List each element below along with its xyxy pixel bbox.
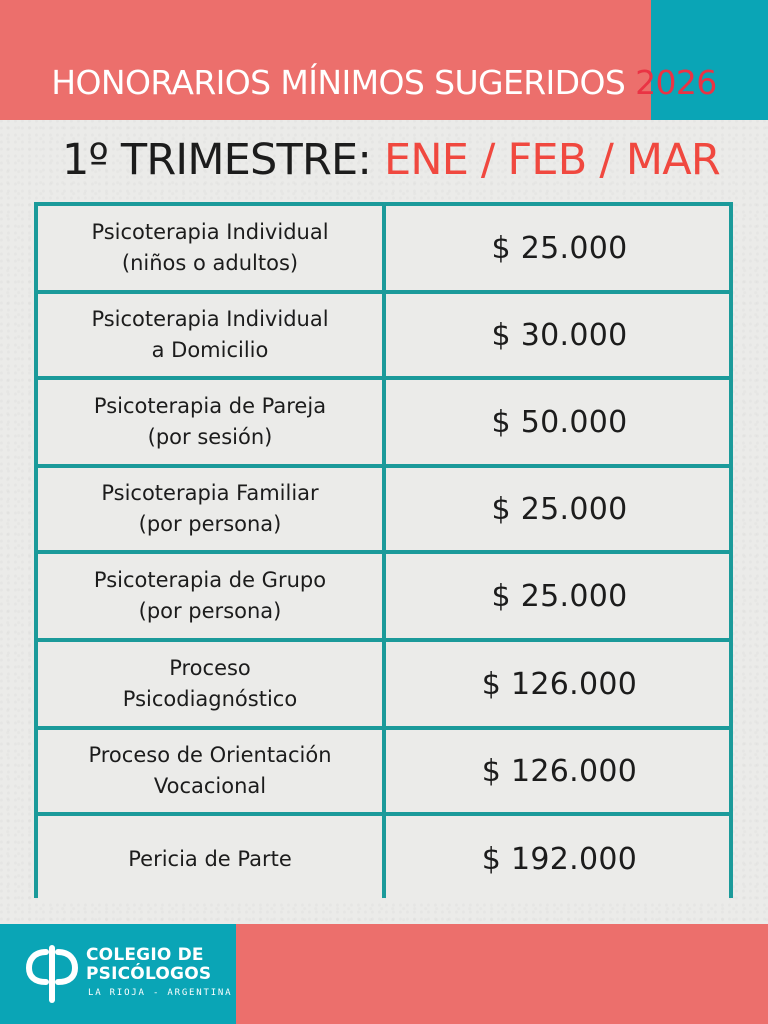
service-line: Psicoterapia de Grupo	[93, 568, 327, 592]
period-months: ENE / FEB / MAR	[383, 135, 720, 185]
service-line: (por persona)	[138, 512, 282, 536]
footer-coral-block	[236, 924, 768, 1024]
service-cell	[38, 642, 382, 726]
service-line: Pericia de Parte	[128, 846, 292, 871]
service-line: Proceso	[169, 656, 251, 680]
service-line: a Domicilio	[151, 338, 269, 362]
service-line: Psicoterapia de Pareja	[93, 394, 327, 418]
service-line: Psicoterapia Individual	[91, 307, 329, 331]
org-location: LA RIOJA - ARGENTINA	[88, 988, 233, 998]
period-label: 1º TRIMESTRE:	[62, 135, 372, 185]
service-line: (niños o adultos)	[121, 251, 299, 275]
org-name-line1: COLEGIO DE	[86, 945, 204, 965]
org-name-line2: PSICÓLOGOS	[86, 964, 212, 984]
service-cell	[38, 294, 382, 376]
period-heading	[62, 135, 720, 185]
service-line: Psicoterapia Individual	[91, 220, 329, 244]
service-cell	[38, 554, 382, 638]
title-text: HONORARIOS MÍNIMOS SUGERIDOS	[51, 63, 626, 102]
page-title	[0, 63, 768, 102]
service-line: Proceso de Orientación	[88, 743, 332, 767]
price-cell: $ 30.000	[386, 294, 729, 376]
price-cell: $ 50.000	[386, 380, 729, 464]
service-line: (por persona)	[138, 599, 282, 623]
header-accent-block	[651, 0, 768, 120]
service-line: Psicoterapia Familiar	[101, 481, 319, 505]
price-cell: $ 126.000	[386, 642, 729, 726]
price-cell: $ 25.000	[386, 468, 729, 550]
service-cell	[38, 816, 382, 902]
fees-table	[34, 202, 733, 898]
price-cell: $ 126.000	[386, 730, 729, 812]
service-line: Vocacional	[153, 774, 267, 798]
psi-icon	[26, 944, 78, 1004]
price-cell: $ 25.000	[386, 206, 729, 290]
price-cell: $ 192.000	[386, 816, 729, 902]
service-cell	[38, 468, 382, 550]
service-cell	[38, 380, 382, 464]
org-name	[86, 946, 211, 984]
service-cell	[38, 206, 382, 290]
service-cell	[38, 730, 382, 812]
title-year: 2026	[635, 63, 717, 102]
service-line: (por sesión)	[147, 425, 273, 449]
service-line: Psicodiagnóstico	[122, 687, 298, 711]
price-cell: $ 25.000	[386, 554, 729, 638]
